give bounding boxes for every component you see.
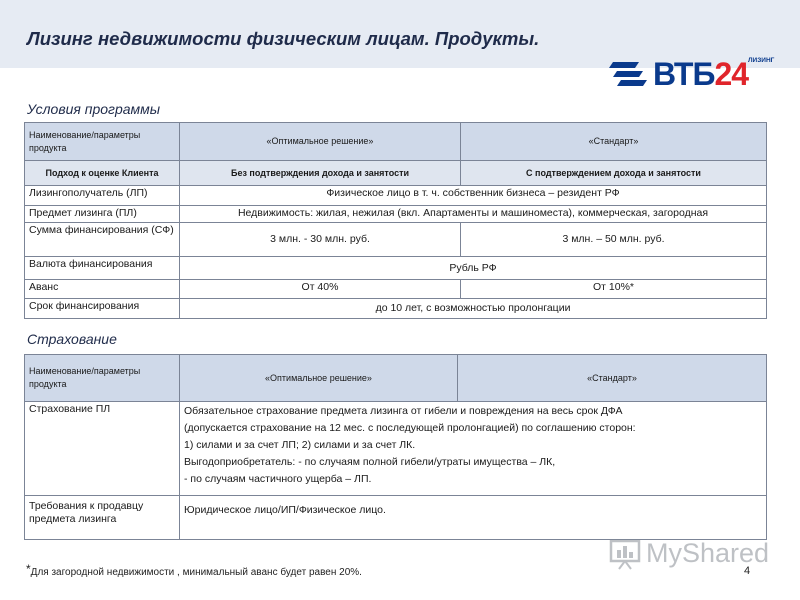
insurance-table [24, 354, 767, 540]
row-value [180, 402, 767, 496]
program-section-title: Условия программы [27, 101, 161, 117]
insurance-section-title: Страхование [27, 331, 117, 347]
head-optimal: «Оптимальное решение» [180, 355, 458, 402]
row-value-optimal: От 40% [180, 280, 461, 299]
logo-wordmark [653, 58, 748, 90]
row-value: до 10 лет, с возможностью пролонгации [180, 299, 767, 319]
table-row [25, 496, 767, 540]
row-label: Лизингополучатель (ЛП) [25, 186, 180, 206]
text-line: Выгодоприобретатель: - по случаям полной гибели/утраты имущества – ЛК, [184, 456, 556, 468]
logo-subtitle: ЛИЗИНГ [748, 57, 775, 64]
subhead-optimal: Без подтверждения дохода и занятости [180, 161, 461, 186]
row-value: Физическое лицо в т. ч. собственник бизнеса – резидент РФ [180, 186, 767, 206]
head-standard: «Стандарт» [458, 355, 767, 402]
footnote-text: Для загородной недвижимости , минимальный аванс будет равен 20%. [30, 567, 362, 578]
table-row [25, 186, 767, 206]
table-row [25, 206, 767, 223]
head-params: Наименование/параметры продукта [25, 355, 180, 402]
subhead-approach: Подход к оценке Клиента [25, 161, 180, 186]
logo-number: 24 [714, 56, 749, 92]
insurance-table-head [25, 355, 767, 402]
table-row [25, 402, 767, 496]
text-line: Юридическое лицо/ИП/Физическое лицо. [184, 504, 386, 516]
program-table-subhead [25, 161, 767, 186]
vtb24-logo [609, 52, 779, 96]
table-row [25, 223, 767, 257]
program-table [24, 122, 767, 319]
logo-letters: ВТБ [653, 56, 715, 92]
text-line: (допускается страхование на 12 мес. с последующей пролонгацией) по соглашению сторон: [184, 422, 636, 434]
row-value: Недвижимость: жилая, нежилая (вкл. Апартаменты и машиноместа), коммерческая, загородная [180, 206, 767, 223]
row-label: Аванс [25, 280, 180, 299]
program-table-head [25, 123, 767, 161]
head-optimal: «Оптимальное решение» [180, 123, 461, 161]
presentation-icon [608, 538, 642, 570]
head-standard: «Стандарт» [461, 123, 767, 161]
row-label: Предмет лизинга (ПЛ) [25, 206, 180, 223]
head-params: Наименование/параметры продукта [25, 123, 180, 161]
watermark-text: MyShared [646, 538, 770, 568]
subhead-standard: С подтверждением дохода и занятости [461, 161, 767, 186]
table-row [25, 299, 767, 319]
row-label: Страхование ПЛ [25, 402, 180, 496]
footnote-mark: * [26, 562, 31, 576]
page-number: 4 [744, 565, 751, 577]
row-label: Сумма финансирования (СФ) [25, 223, 180, 257]
row-value-standard: От 10%* [461, 280, 767, 299]
row-value-standard: 3 млн. – 50 млн. руб. [461, 223, 767, 257]
text-line: Обязательное страхование предмета лизинга от гибели и повреждения на весь срок ДФА [184, 405, 623, 417]
row-label: Валюта финансирования [25, 257, 180, 280]
text-line: - по случаям частичного ущерба – ЛП. [184, 473, 372, 485]
footnote [26, 562, 362, 578]
row-value: Рубль РФ [180, 257, 767, 280]
row-value [180, 496, 767, 540]
table-row [25, 280, 767, 299]
slide-title: Лизинг недвижимости физическим лицам. Продукты. [27, 28, 540, 49]
vtb-emblem-icon [609, 58, 649, 88]
text-line: 1) силами и за счет ЛП; 2) силами и за счет ЛК. [184, 439, 416, 451]
row-label: Срок финансирования [25, 299, 180, 319]
row-label: Требования к продавцу предмета лизинга [25, 496, 180, 540]
row-value-optimal: 3 млн. - 30 млн. руб. [180, 223, 461, 257]
table-row [25, 257, 767, 280]
